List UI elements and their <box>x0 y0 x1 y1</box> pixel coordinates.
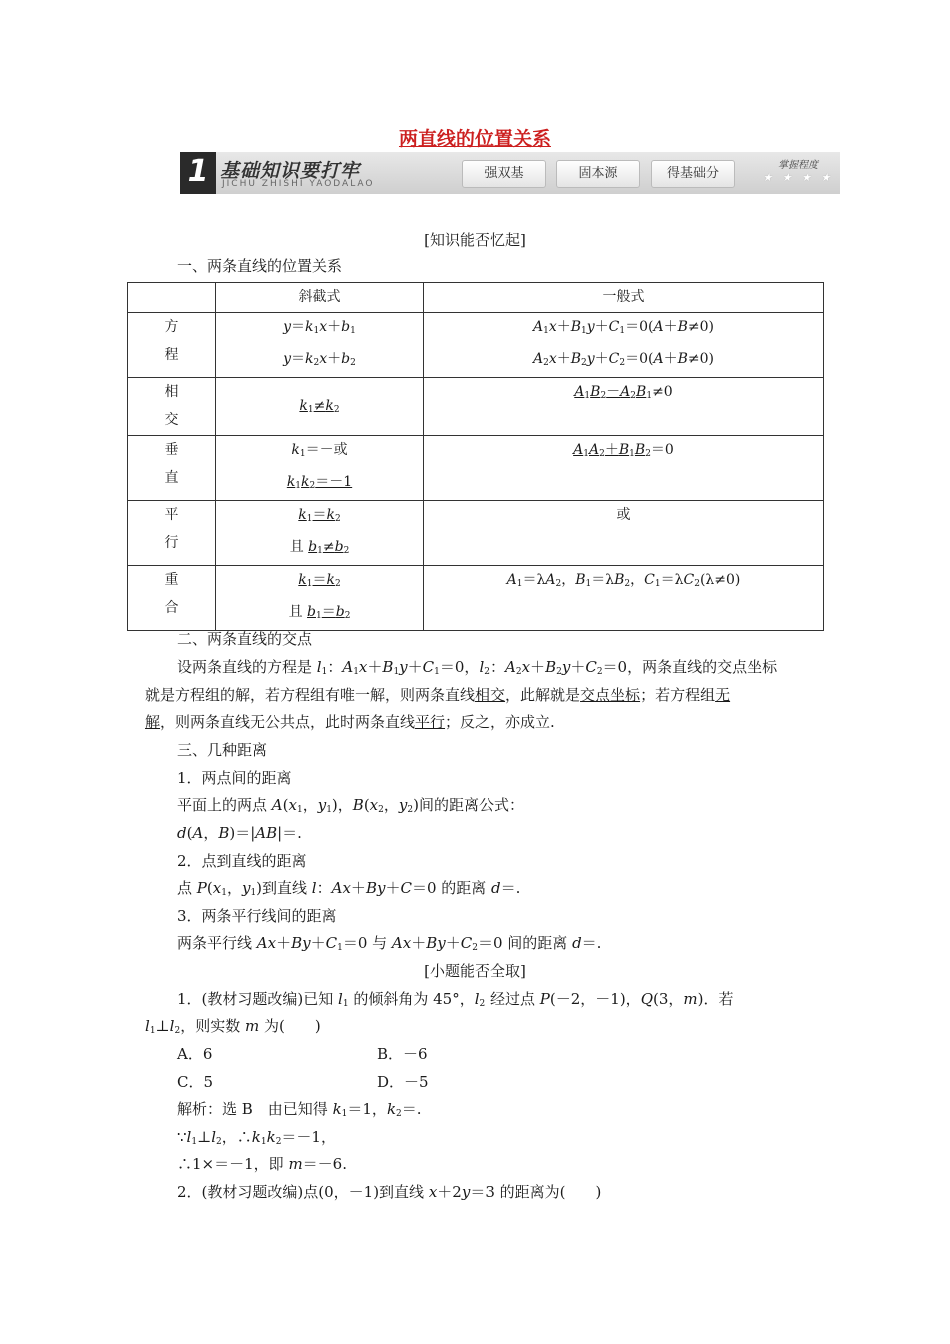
heading-intersection: 二、两条直线的交点 <box>177 630 313 648</box>
col-header-slope: 斜截式 <box>216 283 424 313</box>
slope-cell: $k_1=k_2$ 且 $b_1=b_2$ <box>216 566 424 631</box>
formula-line: 平面上的两点 $A(x_1$，$y_1$)，$B(x_2$，$y_2$)间的距离公式： <box>177 796 524 815</box>
slope-cell: $k_1=-$或 $k_1k_2=-1$ <box>216 436 424 501</box>
heading-position-relation: 一、两条直线的位置关系 <box>177 257 343 275</box>
banner-subtitle: JICHU ZHISHI YAODALAO <box>222 179 375 189</box>
option-b: B．－6 <box>377 1045 428 1063</box>
subheading-point-line: 2．点到直线的距离 <box>177 852 307 870</box>
option-d: D．－5 <box>377 1073 429 1091</box>
question-stem: 2．(教材习题改编)点(0，－1)到直线 x＋2y＝3 的距离为( ) <box>177 1183 602 1201</box>
general-cell: $A_1B_2-A_2B_1\ne 0$ <box>424 378 824 436</box>
formula-line: d(A，B)＝|AB|＝. <box>177 824 302 842</box>
subheading-parallel-lines: 3．两条平行线间的距离 <box>177 907 337 925</box>
option-a: A．6 <box>177 1045 213 1063</box>
col-header-general: 一般式 <box>424 283 824 313</box>
question-stem: $l_1\perp l_2$，则实数 m 为( ) <box>145 1017 321 1036</box>
paragraph-line: 设两条直线的方程是 $l_1$：$A_1x+B_1y+C_1=0$，$l_2$：$A_2x+B_2y+C_2=0$，两条直线的交点坐标 <box>177 658 778 677</box>
mastery-label: 掌握程度 <box>778 160 818 171</box>
row-label: 重 合 <box>128 566 216 631</box>
section-number-badge: 1 <box>180 152 216 194</box>
row-label: 垂 直 <box>128 436 216 501</box>
table-row <box>128 313 824 378</box>
general-cell: $A_1=\lambda A_2$，$B_1=\lambda B_2$，$C_1=\lambda C_2(\lambda\ne 0)$ <box>424 566 824 631</box>
page-title: 两直线的位置关系 <box>398 128 551 150</box>
paragraph-line: 就是方程组的解，若方程组有唯一解，则两条直线相交，此解就是交点坐标；若方程组无 <box>145 686 731 704</box>
solution-line: ∴1×＝－1，即 m＝－6. <box>177 1155 347 1173</box>
row-label: 相 交 <box>128 378 216 436</box>
heading-distances: 三、几种距离 <box>177 741 268 759</box>
table-row <box>128 378 824 436</box>
general-cell: 或 <box>424 501 824 566</box>
option-c: C．5 <box>177 1073 214 1091</box>
tag-qiangshuangji: 强双基 <box>462 160 546 188</box>
formula-line: 两条平行线 $Ax+By+C_1=0$ 与 $Ax+By+C_2=0$ 间的距离 d＝. <box>177 934 602 953</box>
section-quiz: [小题能否全取] <box>424 962 526 980</box>
subheading-two-points: 1．两点间的距离 <box>177 769 292 787</box>
table-corner <box>128 283 216 313</box>
table-row <box>128 566 824 631</box>
solution-line: 解析：选 B 由已知得 $k_1=1$，$k_2=$. <box>177 1100 422 1119</box>
relation-table <box>127 282 824 631</box>
tag-gubenyuan: 固本源 <box>556 160 640 188</box>
row-label: 平 行 <box>128 501 216 566</box>
tag-dejichufen: 得基础分 <box>651 160 735 188</box>
star-icon: ★ ★ ★ ★ <box>762 171 834 184</box>
solution-line: $\because l_1\perp l_2$，$\therefore k_1k_2=-1$， <box>177 1128 336 1147</box>
section-banner <box>180 152 840 194</box>
general-cell: $A_1x+B_1y+C_1=0(A+B\ne 0)$ $A_2x+B_2y+C_2=0(A+B\ne 0)$ <box>424 313 824 378</box>
table-row <box>128 501 824 566</box>
table-row <box>128 436 824 501</box>
slope-cell: $k_1=k_2$ 且 $b_1\ne b_2$ <box>216 501 424 566</box>
slope-cell: $k_1\ne k_2$ <box>216 378 424 436</box>
formula-line: 点 $P(x_1$，$y_1$)到直线 l：Ax＋By＋C＝0 的距离 d＝. <box>177 879 521 898</box>
general-cell: $A_1A_2+B_1B_2=0$ <box>424 436 824 501</box>
banner-title: 基础知识要打牢 <box>220 160 361 182</box>
slope-cell: $y=k_1x+b_1$ $y=k_2x+b_2$ <box>216 313 424 378</box>
mastery-level <box>758 156 838 190</box>
question-stem: 1．(教材习题改编)已知 $l_1$ 的倾斜角为 45°，$l_2$ 经过点 P(－2，－1)，Q(3，m)．若 <box>177 990 734 1009</box>
row-label: 方 程 <box>128 313 216 378</box>
section-recall: [知识能否忆起] <box>424 231 526 249</box>
paragraph-line: 解，则两条直线无公共点，此时两条直线平行；反之，亦成立. <box>145 713 555 731</box>
